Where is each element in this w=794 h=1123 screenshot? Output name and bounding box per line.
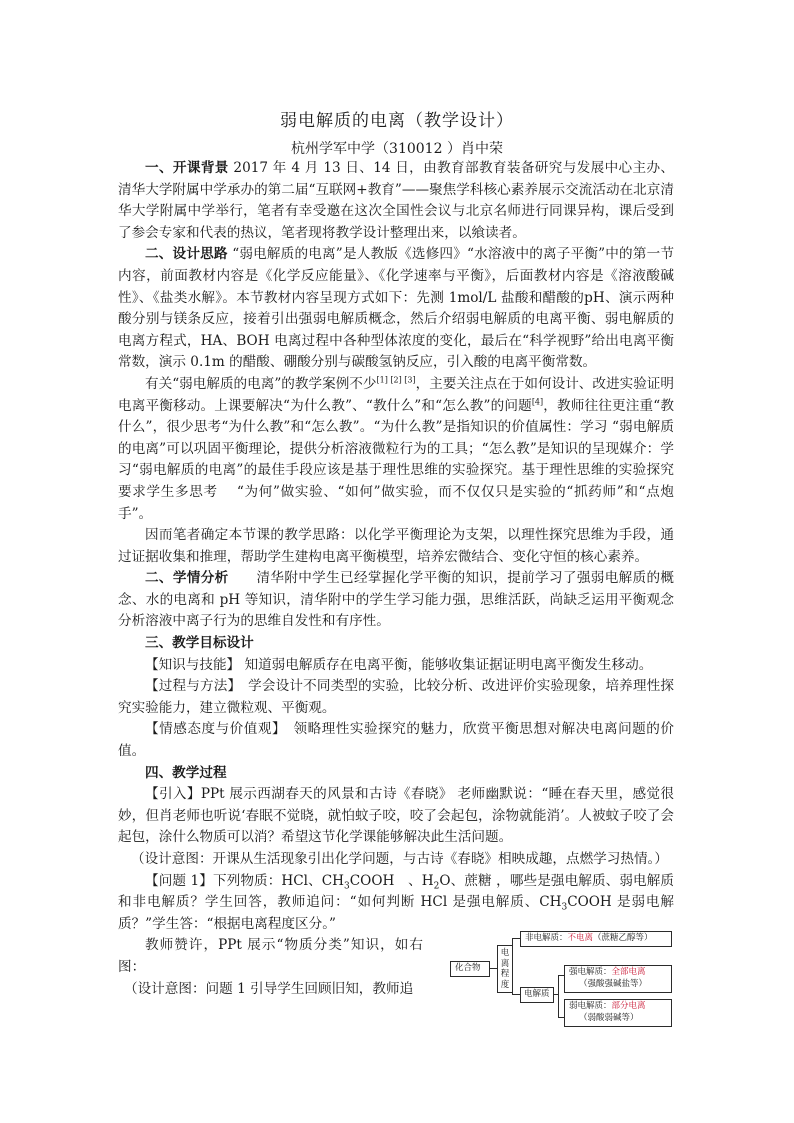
teacher-praise: 教师赞许，PPt 展示“物质分类”知识，如右图： (118, 937, 423, 975)
section-heading: 二、设计思路 (145, 246, 228, 263)
paragraph-text: 清华附中学生已经掌握化学平衡的知识，提前学习了强弱电解质的概念、水的电离和 pH 等知识，清华附中的学生学习能力强，思维活跃，尚缺乏运用平衡观念分析溶液中离子行为的思维自发性和有序性。 (118, 570, 675, 630)
diagram-criterion-label: 电离程度 (500, 948, 510, 990)
paragraph-text: ，主要关注点在于如何设计、改进实验证明电离平衡移动。上课要解决“为什么教”、“教什么”和“怎么教”的问题 (118, 375, 674, 414)
diagram-strong-box (564, 965, 672, 993)
design-intent-2: （设计意图：问题 1 引导学生回顾旧知，教师追 (124, 980, 414, 997)
paragraph-text: PPt 展示西湖春天的风景和古诗《春晓》 老师幽默说：“睡在春天里，感觉很妙，但肖老师也听说‘春眠不觉晓，就怕蚊子咬，咬了会起包，涂物就能消’。人被蚊子咬了会起包，涂什么物质可以消？希望这节化学课能够解决此生活问题。 (118, 786, 674, 846)
goal-label: 【知识与技能】 (145, 656, 241, 673)
page-title: 弱电解质的电离（教学设计） (280, 111, 514, 131)
substance-classification-diagram (448, 928, 678, 1026)
paragraph-text: 知道弱电解质存在电离平衡，能够收集证据证明电离平衡发生移动。 (240, 656, 653, 673)
diagram-weak-text (569, 1001, 646, 1012)
diagram-note: （强酸强碱盐等） (579, 979, 648, 989)
section-design-idea (118, 244, 674, 374)
diagram-label: 非电解质： (525, 933, 568, 943)
diagram-connector (558, 975, 559, 1017)
subscript: 2 (433, 881, 440, 892)
goal-knowledge (118, 655, 674, 677)
paragraph-teaching-approach: 因而笔者确定本节课的教学思路：以化学平衡理论为支架，以理性探究思维为手段，通过证据收集和推理，帮助学生建构电离平衡模型，培养宏微结合、变化守恒的核心素养。 (118, 527, 674, 565)
diagram-root-label: 化合物 (455, 963, 481, 973)
paragraph-text: ，教师往往更注重“教什么”，很少思考“为什么教”和“怎么教”。“为什么教”是指知识的价值属性：学习 “弱电解质的电离”可以巩固平衡理论，提供分析溶液微粒行为的工具；“怎么教”是知识的呈现媒介：学习“弱电解质的电离”的最佳手段应该是基于理性思维的实验探究。基于理性思维的实验探究要求学生多思考 “为何”做实验、“如何”做实验，而不仅仅只是实验的“抓药师”和“点炮手”。 (118, 397, 674, 522)
diagram-strong-text (569, 967, 646, 978)
diagram-electrolyte-label: 电解质 (524, 989, 550, 999)
subscript: 3 (561, 902, 568, 913)
goal-attitude (118, 719, 674, 762)
paragraph-text: “弱电解质的电离”是人教版《选修四》“水溶液中的离子平衡”中的第一节内容，前面教材内容是《化学反应能量》、《化学速率与平衡》，后面教材内容是《溶液酸碱性》、《盐类水解》。本节教材内容呈现方式如下：先测 1mol/L 盐酸和醋酸的pH、演示两种酸分别与镁条反应，接着引出强弱电解质概念，然后介绍弱电解质的电离平衡、弱电解质的电离方程式，HA、BOH 电离过程中各种型体浓度的变化，最后在“科学视野”给出电离平衡常数，演示 0.1m 的醋酸、硼酸分别与碳酸氢钠反应，引入酸的电离平衡常数。 (118, 246, 674, 371)
diagram-red-text: 不电离 (567, 933, 594, 943)
goal-process (118, 676, 674, 719)
paragraph-text: O、蔗糖 ，哪些是强电解质、弱电解质和非电解质？学生回答，教师追问：“如何判断 HCl 是强电解质、CH (118, 872, 675, 911)
goal-label: 【过程与方法】 (145, 678, 235, 695)
diagram-label: 强电解质： (569, 967, 612, 977)
goal-label: 【情感态度与价值观】 (145, 721, 280, 738)
paragraph-text: 下列物质：HCl、CH (212, 872, 345, 889)
design-intent-1: （设计意图：开课从生活现象引出化学问题，与古诗《春晓》相映成趣，点燃学习热情。） (131, 851, 668, 867)
section-goals (118, 633, 674, 655)
citation: [4] (531, 397, 544, 406)
diagram-note: （弱酸弱碱等） (579, 1013, 639, 1023)
section-heading: 一、开课背景 (145, 160, 229, 176)
document-body (118, 158, 674, 1000)
diagram-connector (512, 994, 520, 995)
diagram-connector (512, 938, 513, 994)
paragraph-text: 有关“弱电解质的电离”的教学案例不少 (145, 375, 377, 392)
question-label: 【问题 1】 (145, 872, 213, 889)
diagram-electrolyte-box (520, 987, 554, 1003)
section-background (118, 158, 674, 244)
paragraph-text: 2017 年 4 月 13 日、14 日，由教育部教育装备研究与发展中心主办、清华大学附属中学承办的第二届“互联网+教育”——聚焦学科核心素养展示交流活动在北京清华大学附属中学举行，笔者有幸受邀在这次全国性会议与北京名师进行同课异构，课后受到了参会专家和代表的热议，笔者现将教学设计整理出来，以飨读者。 (118, 160, 674, 241)
section-process (118, 763, 674, 785)
section-heading: 二、学情分析 (145, 570, 229, 587)
intro-paragraph (118, 784, 674, 849)
citation: [1] [2] [3] (376, 375, 416, 385)
paragraph-text: COOH 是弱电解质？”学生答：“根据电离程度区分。” (118, 894, 674, 932)
paragraph-text: 学会设计不同类型的实验，比较分析、改进评价实验现象，培养理性探究实验能力，建立微粒观、平衡观。 (118, 678, 675, 716)
diagram-nonelectrolyte-box (520, 931, 672, 947)
section-heading: 三、教学目标设计 (145, 635, 254, 652)
diagram-red-text: 部分电离 (611, 1001, 646, 1011)
paragraph-text: 领略理性实验探究的魅力，欣赏平衡思想对解决电离问题的价值。 (118, 721, 675, 760)
author-line: 杭州学军中学（310012 ）肖中荣 (291, 141, 503, 157)
question-1 (118, 871, 674, 936)
subscript: 3 (344, 881, 350, 892)
intro-label: 【引入】 (145, 786, 201, 803)
diagram-connector (489, 968, 497, 969)
paragraph-teaching-cases (118, 374, 674, 525)
diagram-criterion-box (497, 945, 513, 993)
diagram-red-text: 全部电离 (611, 967, 646, 977)
diagram-nonelectrolyte-text (525, 933, 653, 944)
paragraph-text: COOH 、H (349, 872, 434, 889)
diagram-note: （蔗糖乙醇等） (593, 933, 653, 943)
section-learner-analysis (118, 568, 674, 633)
section-heading: 四、教学过程 (145, 764, 227, 781)
diagram-root-box (450, 961, 490, 977)
diagram-connector (512, 938, 520, 939)
diagram-label: 弱电解质： (569, 1001, 612, 1011)
diagram-weak-box (564, 999, 672, 1027)
